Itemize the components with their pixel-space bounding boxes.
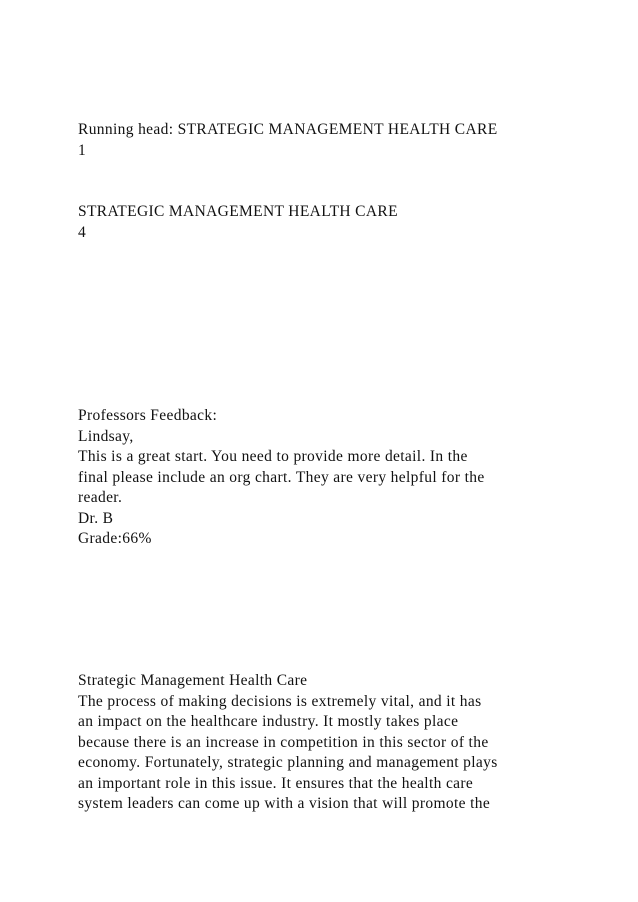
body-line: system leaders can come up with a vision that will promote the	[78, 795, 491, 812]
body-line: because there is an increase in competition in this sector of the	[78, 734, 489, 751]
running-head-page-number: 1	[78, 142, 87, 159]
short-title-page-number: 4	[78, 224, 87, 241]
body-title: Strategic Management Health Care	[78, 672, 308, 689]
feedback-line: This is a great start. You need to provide more detail. In the	[78, 448, 468, 465]
short-title: STRATEGIC MANAGEMENT HEALTH CARE	[78, 203, 398, 220]
feedback-heading: Professors Feedback:	[78, 407, 218, 424]
running-head: Running head: STRATEGIC MANAGEMENT HEALTH CARE	[78, 121, 498, 138]
feedback-grade: Grade:66%	[78, 530, 152, 547]
body-line: The process of making decisions is extremely vital, and it has	[78, 693, 482, 710]
body-line: an impact on the healthcare industry. It mostly takes place	[78, 713, 459, 730]
feedback-salutation: Lindsay,	[78, 428, 134, 445]
body-line: an important role in this issue. It ensures that the health care	[78, 775, 474, 792]
feedback-line: reader.	[78, 489, 123, 506]
body-line: economy. Fortunately, strategic planning and management plays	[78, 754, 498, 771]
feedback-signature: Dr. B	[78, 510, 114, 527]
feedback-line: final please include an org chart. They are very helpful for the	[78, 469, 485, 486]
